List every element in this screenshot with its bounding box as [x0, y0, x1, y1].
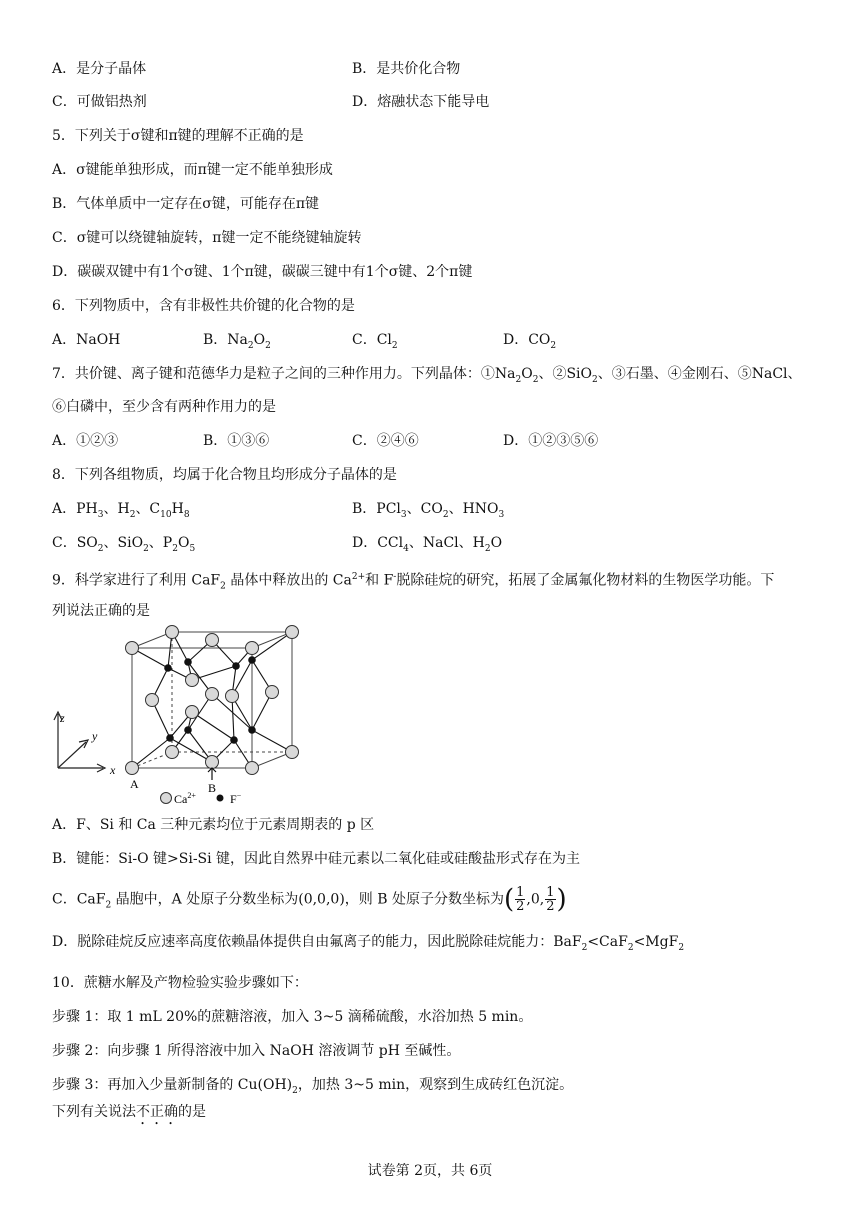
q9-option-c: C．CaF$_2$ 晶胞中，A 处原子分数坐标为(0,0,0)，则 B 处原子分数坐标为( $\frac{1}{2}$ ,0, $\frac{1}{2}$ )	[52, 884, 567, 915]
q7-option-c: C．②④⑥	[352, 433, 419, 449]
q4-option-c: C．可做铝热剂	[52, 94, 147, 110]
page-footer: 试卷第 2页，共 6页	[367, 1163, 493, 1179]
q9-stem-line1: 9．科学家进行了利用 CaF$_2$ 晶体中释放出的 $Ca^{2+}$和 F-脱除硅烷的研究，拓展了金属氟化物材料的生物医学功能。下	[52, 572, 775, 592]
q7-option-b: B．①③⑥	[203, 433, 270, 449]
q6-option-a: A．NaOH	[52, 332, 121, 348]
q5-stem: 5．下列关于σ键和π键的理解不正确的是	[52, 128, 304, 144]
q6-stem: 6．下列物质中，含有非极性共价键的化合物的是	[52, 298, 355, 314]
q10-question: 下列有关说法不正确的是	[52, 1104, 206, 1120]
q8-option-c: C．$SO_2$、SiO$_2$、$P_2O_5$	[52, 535, 196, 554]
q5-option-d: D．碳碳双键中有1个σ键、1个π键，碳碳三键中有1个σ键、2个π键	[52, 264, 473, 280]
q4-option-d: D．熔融状态下能导电	[352, 94, 490, 110]
q8-option-a: A．$PH_3$、$H_2$、$C_{10}H_8$	[52, 501, 190, 520]
legend-ca-label: $Ca^{2+}$	[174, 791, 196, 806]
q6-option-b: B．$Na_2O_2$	[203, 332, 271, 351]
q7-stem-line1: 7．共价键、离子键和范德华力是粒子之间的三种作用力。下列晶体：$①Na_2O_2$、②SiO$_2$、③石墨、④金刚石、⑤NaCl、	[52, 366, 802, 385]
axis-x-label: x	[110, 763, 116, 777]
point-b-arrow-icon	[208, 768, 216, 780]
q6-option-d: D．$CO_2$	[503, 332, 557, 351]
q10-stem: 10．蔗糖水解及产物检验实验步骤如下：	[52, 975, 308, 991]
q10-step2: 步骤 2：向步骤 1 所得溶液中加入 NaOH 溶液调节 pH 至碱性。	[52, 1043, 461, 1059]
q8-stem: 8．下列各组物质，均属于化合物且均形成分子晶体的是	[52, 467, 397, 483]
q4-option-b: B．是共价化合物	[352, 61, 461, 77]
q10-step1: 步骤 1：取 1 mL 20%的蔗糖溶液，加入 3~5 滴稀硫酸，水浴加热 5 min。	[52, 1009, 533, 1025]
axis-z-label: z	[60, 711, 65, 725]
q5-option-c: C．σ键可以绕键轴旋转，π键一定不能绕键轴旋转	[52, 230, 362, 246]
point-a-label: A	[130, 777, 139, 791]
legend-ca-icon	[161, 793, 172, 804]
axis-y-label: y	[92, 729, 98, 743]
q7-option-a: A．①②③	[52, 433, 119, 449]
q9-option-a: A．F、Si 和 Ca 三种元素均位于元素周期表的 p 区	[52, 817, 375, 833]
emphasized-negation: 不正确	[136, 1104, 178, 1120]
q8-option-d: D．CCl$_4$、NaCl、$H_2O$	[352, 535, 503, 554]
q7-stem-line2: ⑥白磷中，至少含有两种作用力的是	[52, 399, 276, 415]
point-b-label: B	[208, 781, 217, 795]
q6-option-c: C．$Cl_2$	[352, 332, 398, 351]
q5-option-a: A．σ键能单独形成，而π键一定不能单独形成	[52, 162, 333, 178]
q8-option-b: B．PCl$_3$、$CO_2$、$HNO_3$	[352, 501, 505, 520]
q9-option-b: B．键能：Si-O 键>Si-Si 键，因此自然界中硅元素以二氧化硅或硅酸盐形式存在为主	[52, 851, 581, 867]
legend-f-icon	[217, 795, 224, 802]
q10-step3: 步骤 3：再加入少量新制备的 $Cu(OH)_2$，加热 3~5 min，观察到生成砖红色沉淀。	[52, 1077, 574, 1096]
q5-option-b: B．气体单质中一定存在σ键，可能存在π键	[52, 196, 320, 212]
legend-f-label: F−	[230, 791, 242, 806]
q9-option-d: D．脱除硅烷反应速率高度依赖晶体提供自由氟离子的能力，因此脱除硅烷能力：BaF$_2$<CaF$_2$<MgF$_2$	[52, 934, 685, 953]
q7-option-d: D．①②③⑤⑥	[503, 433, 599, 449]
q4-option-a: A．是分子晶体	[52, 61, 147, 77]
q9-stem-line2: 列说法正确的是	[52, 603, 150, 619]
caf2-unit-cell-diagram	[48, 622, 308, 814]
